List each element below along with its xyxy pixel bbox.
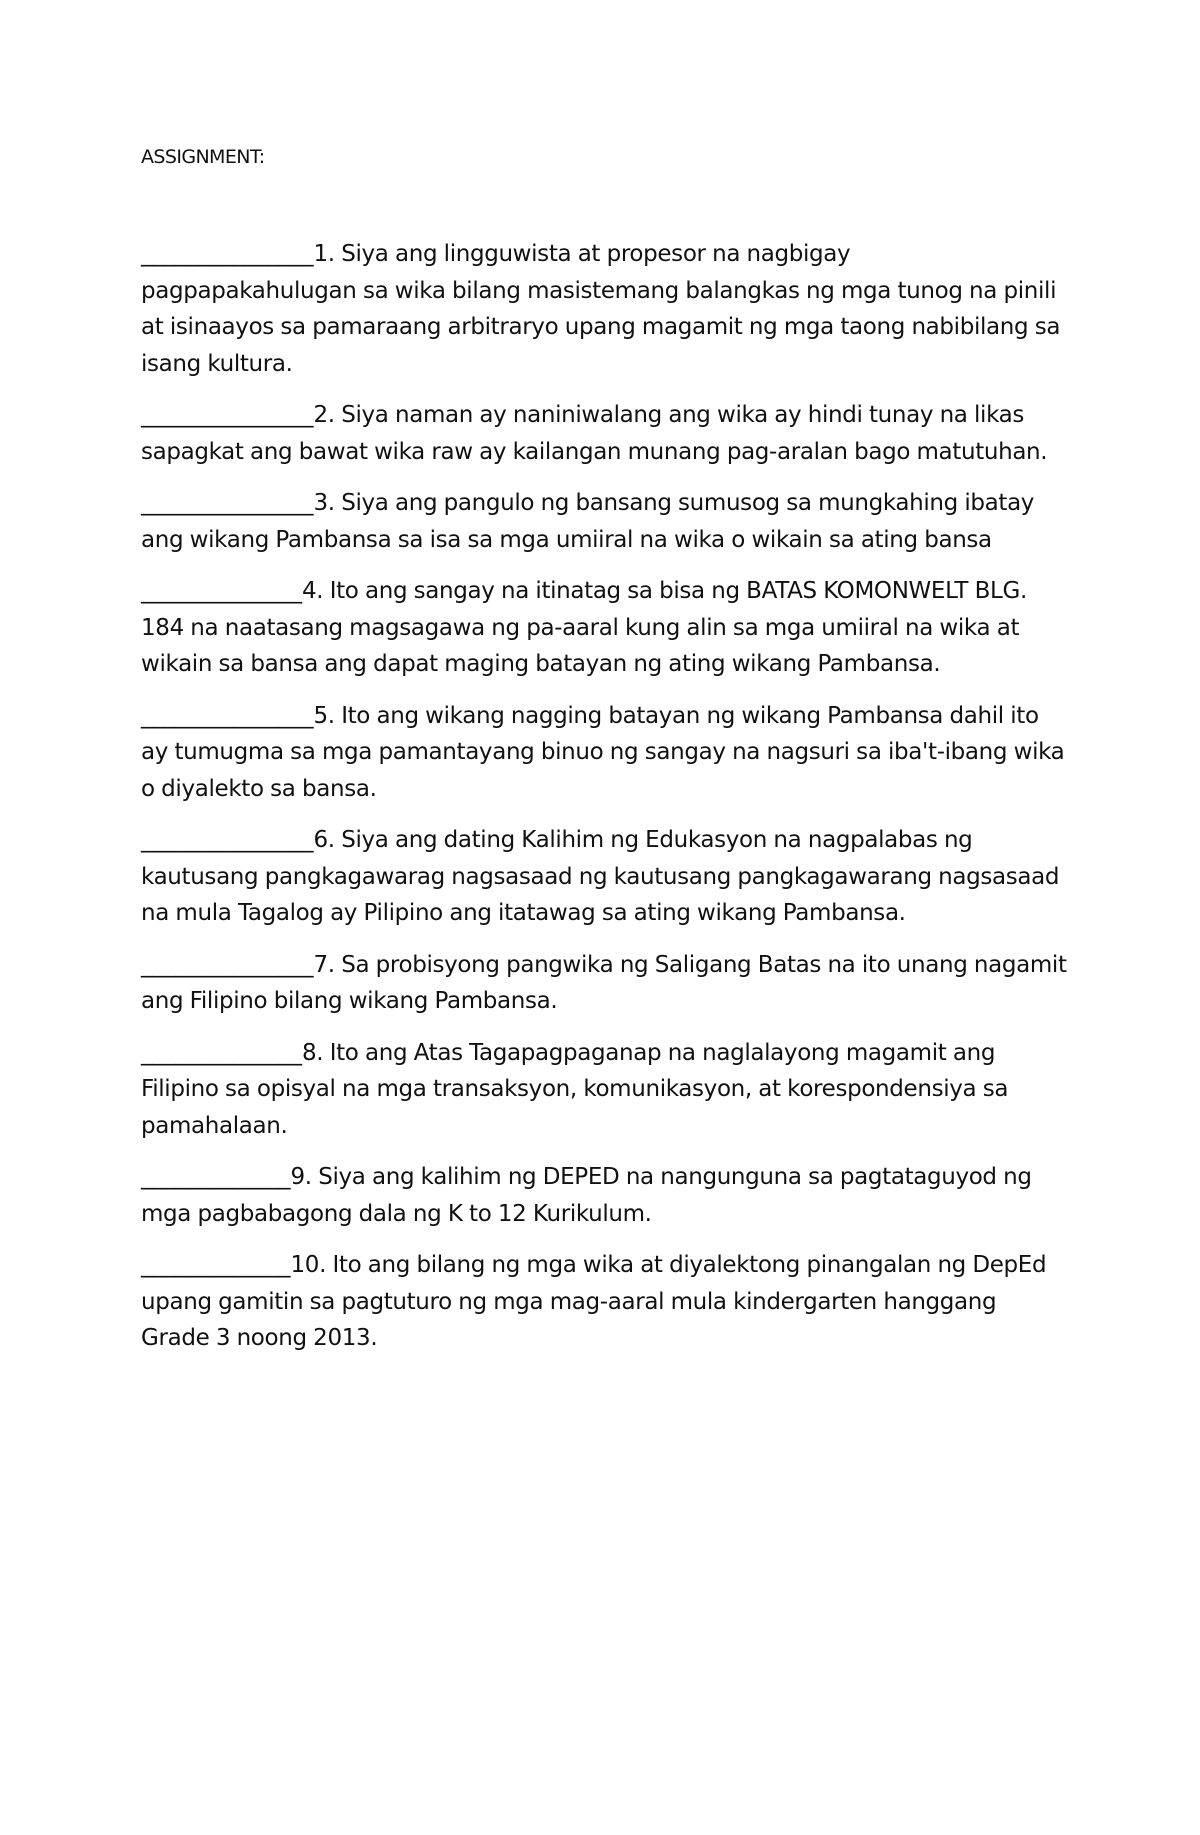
question-text: Siya ang pangulo ng bansang sumusog sa mungkahing ibatay ang wikang Pambansa sa isa sa mga umiiral na wika o wikain sa ating bansa bbox=[141, 490, 1035, 553]
answer-blank: ______________ bbox=[141, 578, 302, 604]
question-text: Siya ang dating Kalihim ng Edukasyon na nagpalabas ng kautusang pangkagawarag nagsasaad ng kautusang pangkagawarang nagsasaad na mula Tagalog ay Pilipino ang itatawag sa ating wikang Pambansa. bbox=[141, 827, 1060, 926]
answer-blank: _______________ bbox=[141, 702, 314, 729]
question-10 bbox=[141, 1247, 1071, 1357]
question-9 bbox=[141, 1159, 1071, 1232]
answer-blank: _______________ bbox=[141, 490, 314, 516]
question-number: 7. bbox=[313, 951, 335, 978]
answer-blank: _______________ bbox=[141, 402, 314, 428]
question-7 bbox=[141, 947, 1071, 1020]
question-3 bbox=[141, 485, 1071, 558]
question-text: Siya naman ay naniniwalang ang wika ay hindi tunay na likas sapagkat ang bawat wika raw ay kailangan munang pag-aralan bago matutuhan. bbox=[141, 402, 1048, 465]
question-text: Ito ang bilang ng mga wika at diyalektong pinangalan ng DepEd upang gamitin sa pagtuturo ng mga mag-aaral mula kindergarten hanggang Grade 3 noong 2013. bbox=[141, 1252, 1047, 1351]
question-number: 4. bbox=[302, 578, 324, 604]
question-text: Ito ang sangay na itinatag sa bisa ng BATAS KOMONWELT BLG. 184 na naatasang magsagawa ng pa-aaral kung alin sa mga umiiral na wika at wikain sa bansa ang dapat maging batayan ng ating wikang Pambansa. bbox=[141, 578, 1027, 677]
question-number: 10. bbox=[290, 1252, 327, 1278]
question-1 bbox=[141, 236, 1071, 382]
question-number: 5. bbox=[313, 702, 335, 729]
question-text: Siya ang kalihim ng DEPED na nangunguna sa pagtataguyod ng mga pagbabagong dala ng K to 12 Kurikulum. bbox=[141, 1164, 1032, 1227]
question-text: Siya ang lingguwista at propesor na nagbigay pagpapakahulugan sa wika bilang masistemang balangkas ng mga tunog na pinili at isinaayos sa pamaraang arbitraryo upang magamit ng mga taong nabibilang sa isang kultura. bbox=[141, 241, 1061, 377]
answer-blank: _______________ bbox=[141, 827, 314, 853]
answer-blank: ______________ bbox=[141, 1039, 302, 1066]
assignment-heading: ASSIGNMENT: bbox=[141, 146, 265, 168]
question-number: 1. bbox=[313, 241, 335, 267]
question-number: 9. bbox=[290, 1164, 312, 1190]
question-8 bbox=[141, 1035, 1071, 1145]
question-list bbox=[141, 236, 1071, 1372]
answer-blank: _______________ bbox=[141, 951, 314, 978]
question-text: Ito ang Atas Tagapagpaganap na naglalayong magamit ang Filipino sa opisyal na mga transaksyon, komunikasyon, at korespondensiya sa pamahalaan. bbox=[141, 1039, 1009, 1139]
question-number: 6. bbox=[313, 827, 335, 853]
answer-blank: _____________ bbox=[141, 1252, 291, 1278]
question-number: 3. bbox=[313, 490, 335, 516]
question-text: Sa probisyong pangwika ng Saligang Batas na ito unang nagamit ang Filipino bilang wikang Pambansa. bbox=[141, 951, 1067, 1014]
question-number: 2. bbox=[313, 402, 335, 428]
question-text: Ito ang wikang nagging batayan ng wikang Pambansa dahil ito ay tumugma sa mga pamantayang binuo ng sangay na nagsuri sa iba't-ibang wika o diyalekto sa bansa. bbox=[141, 702, 1065, 802]
question-4 bbox=[141, 573, 1071, 683]
question-2 bbox=[141, 397, 1071, 470]
question-number: 8. bbox=[302, 1039, 324, 1066]
answer-blank: _______________ bbox=[141, 241, 314, 267]
question-6 bbox=[141, 822, 1071, 932]
question-5 bbox=[141, 698, 1071, 808]
answer-blank: _____________ bbox=[141, 1164, 291, 1190]
